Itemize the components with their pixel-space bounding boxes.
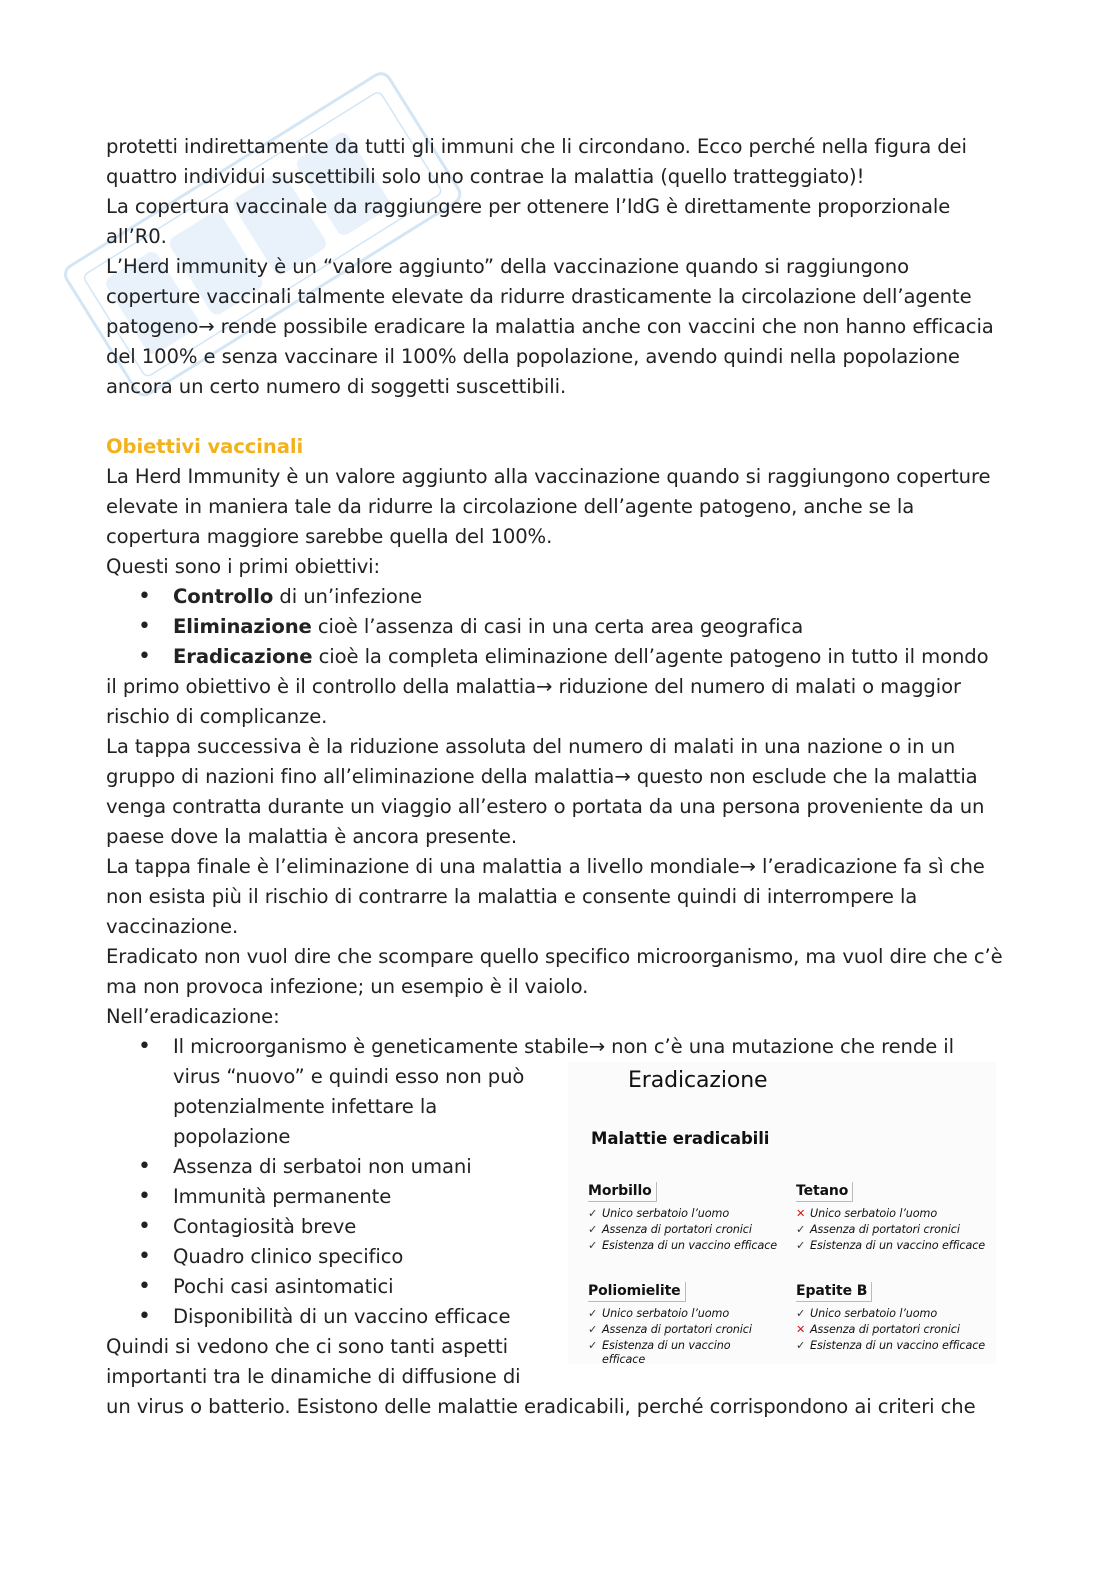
criteria-with-figure <box>106 1032 1006 1392</box>
paragraph: La copertura vaccinale da raggiungere per ottenere l’IdG è direttamente proporzionale all’R0. <box>106 195 951 248</box>
criteria-text: Il microorganismo è geneticamente stabile→ non c’è una mutazione che rende il <box>173 1035 954 1058</box>
criteria-list <box>106 1032 1006 1062</box>
check-icon: ✓ <box>588 1223 598 1236</box>
disease-block-poliomielite <box>588 1274 788 1366</box>
paragraph: La tappa successiva è la riduzione assoluta del numero di malati in una nazione o in un gruppo di nazioni fino all’eliminazione della malattia→ questo non esclude che la malattia venga contratta durante un viaggio all’estero o portata da una persona proveniente da un paese dove la malattia è ancora presente. <box>106 735 985 848</box>
disease-block-epatite-b <box>796 1274 996 1354</box>
list-item: • Disponibilità di un vaccino efficace <box>106 1302 1006 1332</box>
criteria-text-cont: virus “nuovo” e quindi esso non può potenzialmente infettare la popolazione <box>173 1065 525 1148</box>
criterion-row <box>796 1338 996 1354</box>
criterion-row <box>796 1322 996 1338</box>
criterion-text: Esistenza di un vaccino efficace <box>602 1239 778 1252</box>
criterion-text: efficace <box>602 1353 646 1366</box>
goals-list <box>106 582 1006 672</box>
paragraph: La tappa finale è l’eliminazione di una malattia a livello mondiale→ l’eradicazione fa sì che non esista più il rischio di contrarre la malattia e consente quindi di interrompere la vaccinazione. <box>106 855 985 938</box>
paragraph: La Herd Immunity è un valore aggiunto alla vaccinazione quando si raggiungono coperture elevate in maniera tale da ridurre la circolazione dell’agente patogeno, anche se la copertura maggiore sarebbe quella del 100%. <box>106 465 991 548</box>
disease-name: Epatite B <box>796 1282 872 1302</box>
criterion-row <box>588 1206 788 1222</box>
paragraph: Nell’eradicazione: <box>106 1005 280 1028</box>
figure-subtitle: Malattie eradicabili <box>591 1129 770 1148</box>
criterion-text: Unico serbatoio l’uomo <box>602 1307 730 1320</box>
cross-icon: ✕ <box>796 1323 806 1336</box>
criterion-text: Assenza di portatori cronici <box>810 1323 960 1336</box>
goal-term: Eliminazione <box>173 615 312 638</box>
goal-term: Eradicazione <box>173 645 313 668</box>
figure-title: Eradicazione <box>628 1068 768 1093</box>
list-item <box>106 582 1006 612</box>
goal-term: Controllo <box>173 585 274 608</box>
criterion-row <box>588 1354 788 1366</box>
list-item <box>106 1032 1006 1062</box>
criterion-row <box>588 1222 788 1238</box>
paragraph: L’Herd immunity è un “valore aggiunto” della vaccinazione quando si raggiungono coperture vaccinali talmente elevate da ridurre drasticamente la circolazione dell’agente patogeno→ rende possibile eradicare la malattia anche con vaccini che non hanno efficacia del 100% e senza vaccinare il 100% della popolazione, avendo quindi nella popolazione ancora un certo numero di soggetti suscettibili. <box>106 255 994 398</box>
disease-name: Tetano <box>796 1182 853 1202</box>
paragraph: un virus o batterio. Esistono delle malattie eradicabili, perché corrispondono ai criteri che <box>106 1395 976 1418</box>
check-icon: ✓ <box>796 1339 806 1352</box>
check-icon: ✓ <box>588 1323 598 1336</box>
check-icon: ✓ <box>796 1239 806 1252</box>
list-item: • Assenza di serbatoi non umani <box>106 1152 1006 1182</box>
criterion-row <box>796 1206 996 1222</box>
check-icon: ✓ <box>796 1223 806 1236</box>
list-item <box>106 612 1006 642</box>
paragraph: Questi sono i primi obiettivi: <box>106 555 381 578</box>
list-item: • Pochi casi asintomatici <box>106 1272 1006 1302</box>
criterion-row <box>796 1306 996 1322</box>
eradication-figure <box>568 1062 996 1364</box>
criterion-text: Unico serbatoio l’uomo <box>810 1207 938 1220</box>
criterion-row <box>588 1322 788 1338</box>
criterion-text: Esistenza di un vaccino efficace <box>810 1239 986 1252</box>
criterion-text: Esistenza di un vaccino <box>602 1339 731 1352</box>
list-item: • Contagiosità breve <box>106 1212 1006 1242</box>
paragraph: Quindi si vedono che ci sono tanti aspetti importanti tra le dinamiche di diffusione di <box>106 1335 521 1388</box>
disease-name: Poliomielite <box>588 1282 686 1302</box>
disease-block-tetano <box>796 1174 996 1254</box>
criterion-text: Unico serbatoio l’uomo <box>602 1207 730 1220</box>
check-icon: ✓ <box>796 1307 806 1320</box>
list-item: • Quadro clinico specifico <box>106 1242 1006 1272</box>
document-body <box>106 132 1006 1422</box>
check-icon: ✓ <box>588 1307 598 1320</box>
goal-text: cioè la completa eliminazione dell’agente patogeno in tutto il mondo <box>312 645 989 668</box>
paragraph: Eradicato non vuol dire che scompare quello specifico microorganismo, ma vuol dire che c’è ma non provoca infezione; un esempio è il vaiolo. <box>106 945 1003 998</box>
list-item-continuation <box>106 1062 533 1152</box>
criterion-text: Assenza di portatori cronici <box>602 1323 752 1336</box>
goal-text: cioè l’assenza di casi in una certa area geografica <box>311 615 804 638</box>
criterion-text: Assenza di portatori cronici <box>602 1223 752 1236</box>
paragraph: il primo obiettivo è il controllo della malattia→ riduzione del numero di malati o maggior rischio di complicanze. <box>106 675 961 728</box>
check-icon: ✓ <box>588 1239 598 1252</box>
criterion-row <box>588 1238 788 1254</box>
criterion-row <box>796 1222 996 1238</box>
criterion-row <box>588 1306 788 1322</box>
criterion-text: Assenza di portatori cronici <box>810 1223 960 1236</box>
disease-block-morbillo <box>588 1174 788 1254</box>
goal-text: di un’infezione <box>273 585 423 608</box>
criterion-text: Esistenza di un vaccino efficace <box>810 1339 986 1352</box>
disease-name: Morbillo <box>588 1182 657 1202</box>
check-icon: ✓ <box>588 1339 598 1352</box>
section-heading: Obiettivi vaccinali <box>106 435 304 458</box>
paragraph: protetti indirettamente da tutti gli immuni che li circondano. Ecco perché nella figura dei quattro individui suscettibili solo uno contrae la malattia (quello tratteggiato)! <box>106 135 967 188</box>
check-icon: ✓ <box>588 1207 598 1220</box>
criterion-text: Unico serbatoio l’uomo <box>810 1307 938 1320</box>
list-item: • Immunità permanente <box>106 1182 1006 1212</box>
criterion-row <box>588 1338 788 1354</box>
criterion-row <box>796 1238 996 1254</box>
cross-icon: ✕ <box>796 1207 806 1220</box>
list-item <box>106 642 1006 672</box>
